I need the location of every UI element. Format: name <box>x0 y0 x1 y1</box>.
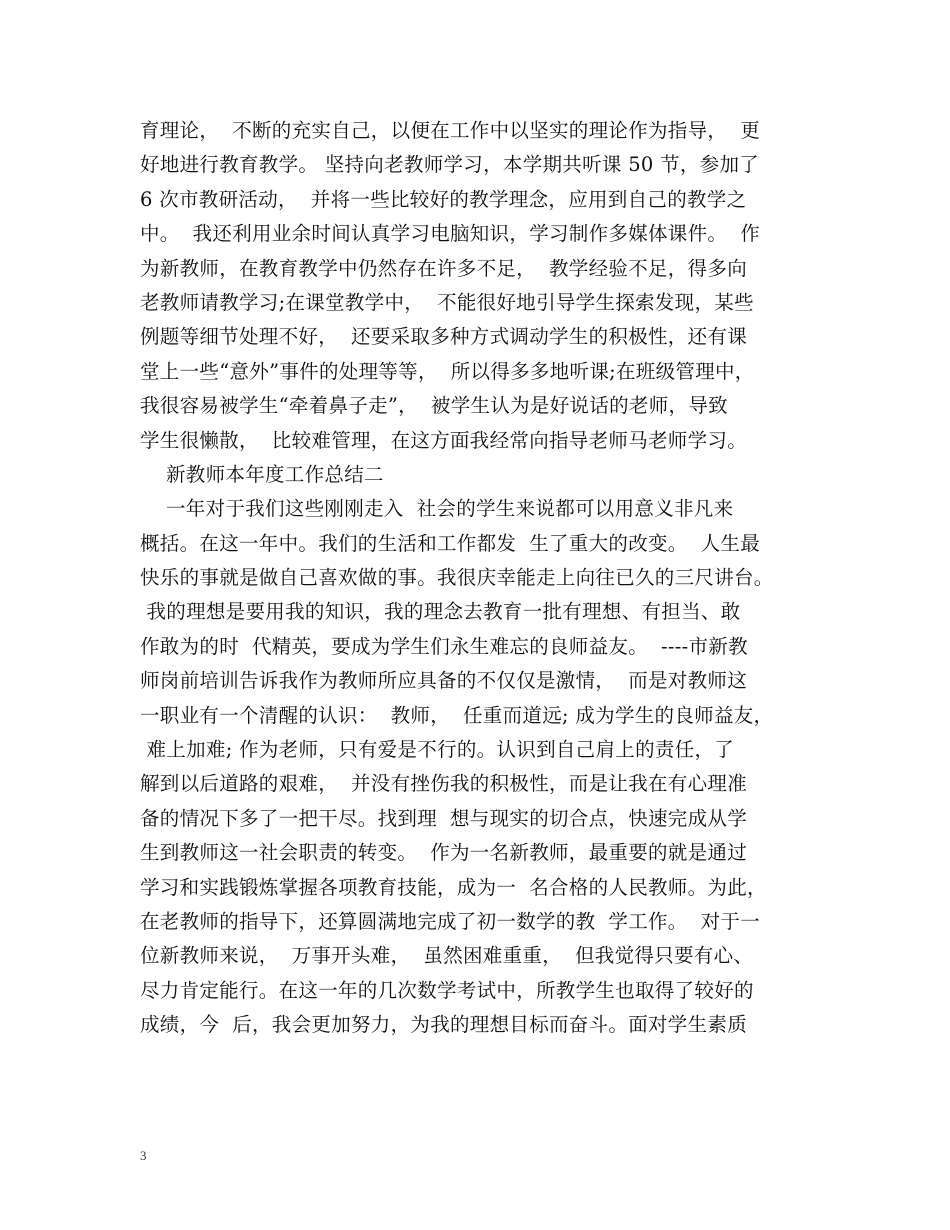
text-line: 例题等细节处理不好， 还要采取多种方式调动学生的积极性，还有课 <box>140 325 747 349</box>
text-line: 备的情况下多了一把干尽。找到理 想与现实的切合点，快速完成从学 <box>140 806 747 830</box>
text-line: 难上加难; 作为老师，只有爱是不行的。认识到自己肩上的责任，了 <box>140 738 735 762</box>
text-line: 在老教师的指导下，还算圆满地完成了初一数学的教 学工作。 对于一 <box>140 909 760 933</box>
body-text <box>140 114 830 1043</box>
section-heading: 新教师本年度工作总结二 <box>140 462 384 486</box>
text-line: 一职业有一个清醒的认识： 教师， 任重而道远; 成为学生的良师益友， <box>140 703 774 727</box>
text-line: 老教师请教学习;在课堂教学中， 不能很好地引导学生探索发现，某些 <box>140 290 754 314</box>
text-line: 概括。在这一年中。我们的生活和工作都发 生了重大的改变。 人生最 <box>140 531 760 555</box>
text-line: 中。 我还利用业余时间认真学习电脑知识，学习制作多媒体课件。 作 <box>140 222 760 246</box>
text-line: 成绩，今 后，我会更加努力，为我的理想目标而奋斗。面对学生素质 <box>140 1013 747 1037</box>
text-line: 好地进行教育教学。 坚持向老教师学习，本学期共听课 50 节，参加了 <box>140 153 760 177</box>
text-line: 6 次市教研活动， 并将一些比较好的教学理念，应用到自己的教学之 <box>140 187 747 211</box>
page-number: 3 <box>140 1148 147 1163</box>
text-line: 快乐的事就是做自己喜欢做的事。我很庆幸能走上向往已久的三尺讲台。 <box>140 566 774 590</box>
text-line: 师岗前培训告诉我作为教师所应具备的不仅仅是激情， 而是对教师这 <box>140 669 747 693</box>
text-line: 作敢为的时 代精英，要成为学生们永生难忘的良师益友。 ----市新教 <box>140 634 748 658</box>
text-line: 学生很懒散， 比较难管理，在这方面我经常向指导老师马老师学习。 <box>140 428 747 452</box>
text-line: 一年对于我们这些刚刚走入 社会的学生来说都可以用意义非凡来 <box>140 497 734 521</box>
text-line: 尽力肯定能行。在这一年的几次数学考试中，所教学生也取得了较好的 <box>140 978 754 1002</box>
text-line: 学习和实践锻炼掌握各项教育技能，成为一 名合格的人民教师。为此， <box>140 875 767 899</box>
text-line: 堂上一些“意外”事件的处理等等， 所以得多多地听课;在班级管理中， <box>140 359 755 383</box>
text-line: 生到教师这一社会职责的转变。 作为一名新教师，最重要的就是通过 <box>140 841 747 865</box>
text-line: 我很容易被学生“牵着鼻子走”， 被学生认为是好说话的老师，导致 <box>140 394 728 418</box>
text-line: 解到以后道路的艰难， 并没有挫伤我的积极性，而是让我在有心理准 <box>140 772 747 796</box>
text-line: 育理论， 不断的充实自己，以便在工作中以坚实的理论作为指导， 更 <box>140 119 760 142</box>
text-line: 我的理想是要用我的知识，我的理念去教育一批有理想、有担当、敢 <box>140 600 741 624</box>
text-line: 为新教师，在教育教学中仍然存在许多不足， 教学经验不足，得多向 <box>140 256 747 280</box>
text-line: 位新教师来说， 万事开头难， 虽然困难重重， 但我觉得只要有心、 <box>140 944 754 968</box>
